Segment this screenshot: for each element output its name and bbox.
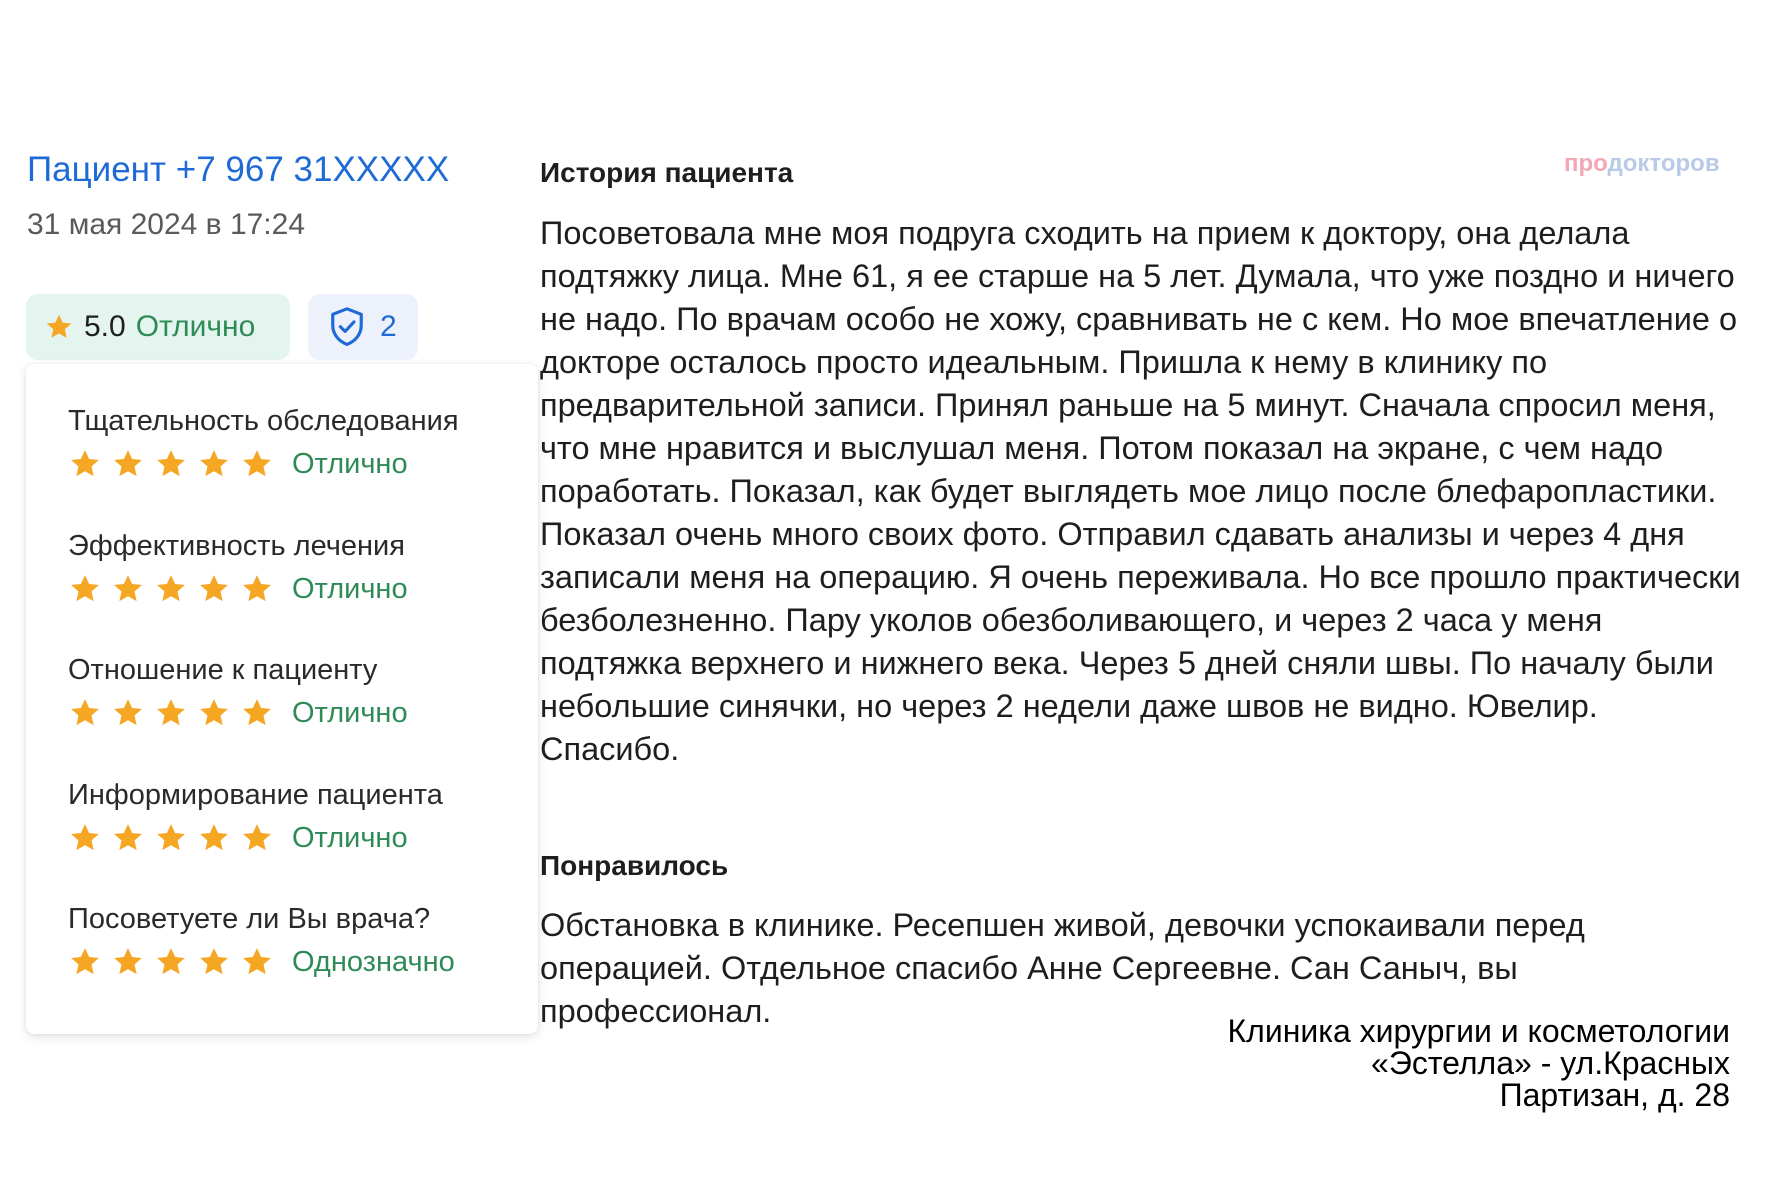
star-icon — [154, 696, 188, 730]
star-icon — [240, 821, 274, 855]
story-text: Посоветовала мне моя подруга сходить на прием к доктору, она делала подтяжку лица. Мне 61, я ее старше на 5 лет. Думала, что уже поздно и ничего не надо. По врачам особо не хожу, сравнивать не с кем. Но мое впечатление о докторе осталось просто идеальным. Пришла к нему в клинику по предварительной записи. Принял раньше на 5 минут. Сначала спросил меня, что мне нравится и выслушал меня. Потом показал на экране, с чем надо поработать. Показал, как будет выглядеть мое лицо после блефаропластики. Показал очень много своих фото. Отправил сдавать анализы и через 4 дня записали меня на операцию. Я очень переживала. Но все прошло практически безболезненно. Пару уколов обезболивающего, и через 2 часа у меня подтяжка верхнего и нижнего века. Через 5 дней сняли швы. По началу были небольшие синячки, но через 2 недели даже швов не видно. Ювелир. Спасибо. — [540, 215, 1741, 767]
star-icon — [68, 447, 102, 481]
liked-text: Обстановка в клинике. Ресепшен живой, девочки успокаивали перед операцией. Отдельное спасибо Анне Сергеевне. Сан Саныч, вы профессионал. — [540, 907, 1585, 1029]
star-icon — [197, 696, 231, 730]
verified-count: 2 — [380, 310, 397, 343]
logo-part-1: про — [1564, 150, 1608, 177]
criterion-item — [68, 404, 459, 482]
star-icon — [68, 572, 102, 606]
criterion-value: Однозначно — [292, 945, 455, 978]
logo-part-2: докторов — [1607, 150, 1720, 177]
criterion-value: Отлично — [292, 696, 408, 729]
star-icon — [111, 447, 145, 481]
criterion-label: Тщательность обследования — [68, 405, 459, 437]
criterion-value: Отлично — [292, 447, 408, 480]
criterion-label: Эффективность лечения — [68, 530, 405, 562]
criterion-item — [68, 778, 443, 856]
star-icon — [111, 821, 145, 855]
star-icon — [154, 572, 188, 606]
overall-score-label: Отлично — [135, 310, 256, 343]
star-icon — [111, 572, 145, 606]
star-icon — [197, 821, 231, 855]
star-icon — [111, 945, 145, 979]
criterion-stars — [68, 821, 274, 855]
star-icon — [154, 447, 188, 481]
star-icon — [240, 447, 274, 481]
star-icon — [68, 696, 102, 730]
star-icon — [154, 821, 188, 855]
clinic-caption — [1130, 1015, 1730, 1111]
clinic-caption-line: Клиника хирургии и косметологии — [1227, 1013, 1730, 1049]
star-icon — [68, 945, 102, 979]
star-icon — [154, 945, 188, 979]
prodoctorov-logo[interactable] — [1564, 150, 1720, 178]
criterion-label: Информирование пациента — [68, 779, 443, 811]
criterion-value: Отлично — [292, 572, 408, 605]
clinic-caption-line: «Эстелла» - ул.Красных — [1371, 1045, 1730, 1081]
overall-score: 5.0 — [84, 310, 126, 343]
liked-heading: Понравилось — [540, 850, 729, 881]
patient-name-link[interactable]: Пациент +7 967 31XXXXX — [27, 150, 450, 189]
star-icon — [68, 821, 102, 855]
criterion-item — [68, 902, 455, 980]
criteria-card — [26, 364, 538, 1034]
criterion-value: Отлично — [292, 821, 408, 854]
verified-badge[interactable] — [308, 294, 418, 360]
clinic-caption-line: Партизан, д. 28 — [1499, 1077, 1730, 1113]
star-icon — [111, 696, 145, 730]
star-icon — [240, 572, 274, 606]
star-icon — [240, 945, 274, 979]
star-icon — [44, 312, 74, 342]
criterion-stars — [68, 696, 274, 730]
criterion-item — [68, 529, 408, 607]
star-icon — [197, 572, 231, 606]
criterion-stars — [68, 447, 274, 481]
criterion-label: Отношение к пациенту — [68, 654, 378, 686]
star-icon — [197, 945, 231, 979]
star-icon — [240, 696, 274, 730]
shield-check-icon — [328, 306, 366, 348]
star-icon — [197, 447, 231, 481]
criterion-label: Посоветуете ли Вы врача? — [68, 903, 431, 935]
story-heading: История пациента — [540, 157, 794, 188]
criterion-stars — [68, 572, 274, 606]
overall-rating-badge[interactable] — [26, 294, 290, 360]
criterion-item — [68, 653, 408, 731]
criterion-stars — [68, 945, 274, 979]
review-date: 31 мая 2024 в 17:24 — [27, 208, 306, 241]
